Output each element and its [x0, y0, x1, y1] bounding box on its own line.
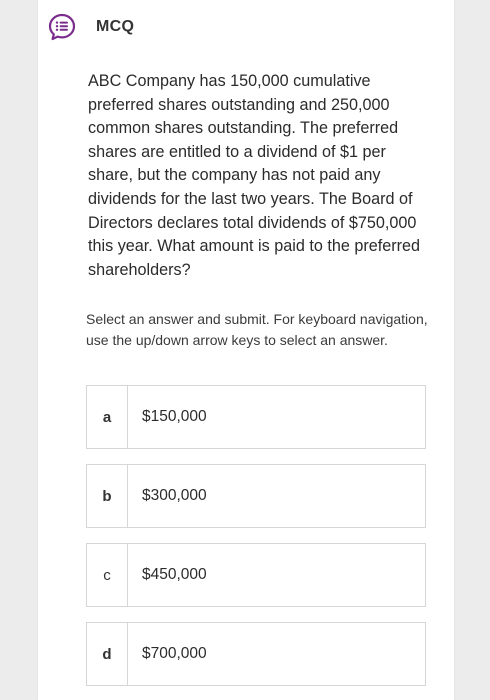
option-letter: d [87, 623, 128, 685]
question-text: ABC Company has 150,000 cumulative preferred shares outstanding and 250,000 common shares outstanding. The preferred shares are entitled to a dividend of $1 per share, but the company has not paid any dividends for the last two years. The Board of Directors declares total dividends of $750,000 this year. What amount is paid to the preferred shareholders? [88, 72, 421, 279]
question-header [48, 10, 134, 44]
answer-option-a[interactable] [86, 385, 426, 449]
option-text: $150,000 [142, 408, 207, 425]
option-letter: a [87, 386, 128, 448]
question-type-label: MCQ [96, 18, 135, 35]
answer-instructions: Select an answer and submit. For keyboard navigation, use the up/down arrow keys to select an answer. [86, 311, 428, 348]
answer-option-c[interactable] [86, 543, 426, 607]
option-text: $300,000 [142, 487, 207, 504]
list-speech-bubble-icon [48, 13, 76, 41]
option-text: $450,000 [142, 566, 207, 583]
option-letter: c [87, 544, 128, 606]
option-text: $700,000 [142, 645, 207, 662]
option-letter: b [87, 465, 128, 527]
answer-option-b[interactable] [86, 464, 426, 528]
answer-option-d[interactable] [86, 622, 426, 686]
